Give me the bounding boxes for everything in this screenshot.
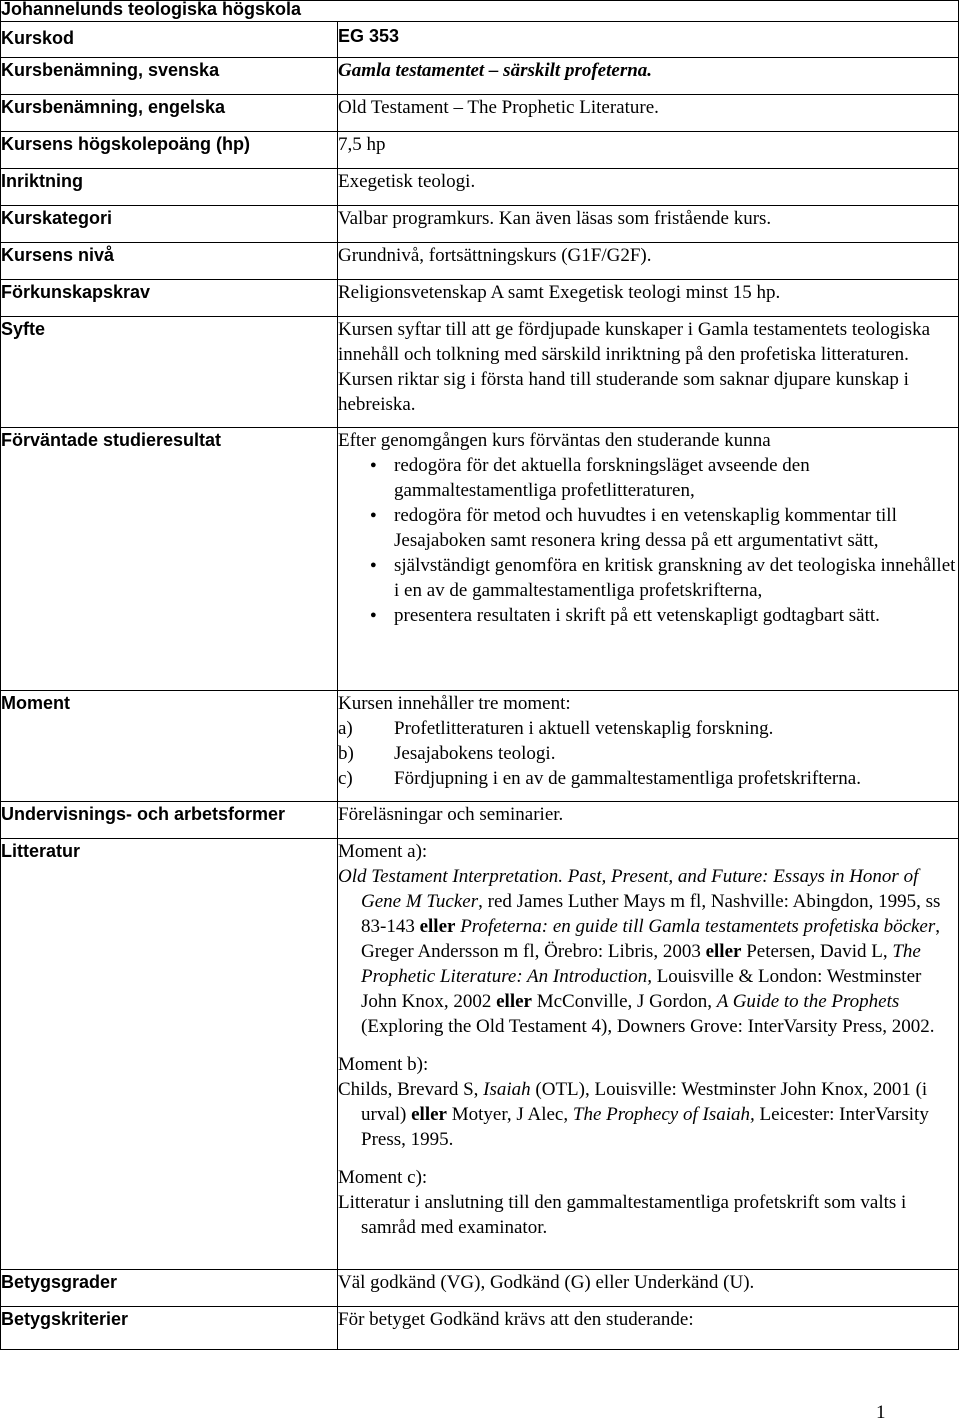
label-forkunskap: Förkunskapskrav [1,282,151,302]
label-kategori: Kurskategori [1,208,113,228]
label-resultat: Förväntade studieresultat [1,430,222,450]
row-betygsgrader [1,1270,959,1307]
value-forkunskap: Religionsvetenskap A samt Exegetisk teologi minst 15 hp. [338,282,781,303]
bullet-icon: ● [370,459,377,471]
list-item: c) Fördjupning i en av de gammaltestamentliga profetskrifterna. [338,768,861,789]
label-hp: Kursens högskolepoäng (hp) [1,134,251,154]
list-item: ● självständigt genomföra en kritisk granskning av det teologiska innehållet i en av de gammaltestamentliga profetskrifterna, [370,555,956,601]
label-niva: Kursens nivå [1,245,115,265]
value-syfte: Kursen syftar till att ge fördjupade kunskaper i Gamla testamentets teologiska innehåll och tolkning med särskild inriktning på den profetiska litteraturen. Kursen riktar sig i första hand till studerande som saknar djupare kunskap i hebreiska. [338,319,930,415]
value-betygsgrader: Väl godkänd (VG), Godkänd (G) eller Underkänd (U). [338,1272,755,1293]
row-moment [1,691,959,802]
label-namn-sv: Kursbenämning, svenska [1,60,220,80]
list-item: b) Jesajabokens teologi. [338,743,556,764]
value-niva: Grundnivå, fortsättningskurs (G1F/G2F). [338,245,652,266]
label-litteratur: Litteratur [1,841,81,861]
label-inriktning: Inriktning [1,171,83,191]
value-kategori: Valbar programkurs. Kan även läsas som fristående kurs. [338,208,772,229]
litteratur-b-heading: Moment b): [338,1054,429,1075]
row-kurskod [1,22,959,58]
list-item: ● redogöra för det aktuella forskningsläget avseende den gammaltestamentliga profetlitteraturen, [370,455,810,501]
row-resultat [1,428,959,691]
institution-title: Johannelunds teologiska högskola [1,0,302,19]
row-namn-sv [1,58,959,95]
label-kurskod: Kurskod [1,28,75,48]
list-item: ● redogöra för metod och huvudtes i en vetenskaplig kommentar till Jesajaboken samt resonera kring dessa på ett argumentativt sätt, [370,505,897,551]
resultat-intro: Efter genomgången kurs förväntas den studerande kunna [338,430,771,451]
value-namn-en: Old Testament – The Prophetic Literature. [338,97,659,118]
row-niva [1,243,959,280]
list-item: a) Profetlitteraturen i aktuell vetenskaplig forskning. [338,718,774,739]
litteratur-a-text: Old Testament Interpretation. Past, Present, and Future: Essays in Honor of Gene M Tucker, red James Luther Mays m fl, Nashville: Abingdon, 1995, ss 83-143 eller Profeterna: en guide till Gamla testamentets profetiska böcker, Greger Andersson m fl, Örebro: Libris, 2003 eller Petersen, David L, The Prophetic Literature: An Introduction, Louisville & London: Westminster John Knox, 2002 eller McConville, J Gordon, A Guide to the Prophets (Exploring the Old Testament 4), Downers Grove: InterVarsity Press, 2002. [338,866,941,1037]
header-row [1,1,959,22]
row-forkunskap [1,280,959,317]
litteratur-a-heading: Moment a): [338,841,428,862]
list-item: ● presentera resultaten i skrift på ett vetenskapligt godtagbart sätt. [370,605,880,626]
row-syfte [1,317,959,428]
moment-list [338,716,958,791]
resultat-list [338,453,958,628]
litteratur-c-heading: Moment c): [338,1167,428,1188]
label-former: Undervisnings- och arbetsformer [1,804,286,824]
value-hp: 7,5 hp [338,134,386,155]
page-number: 1 [876,1402,886,1423]
label-namn-en: Kursbenämning, engelska [1,97,226,117]
row-namn-en [1,95,959,132]
value-inriktning: Exegetisk teologi. [338,171,476,192]
value-namn-sv: Gamla testamentet – särskilt profeterna. [338,60,653,81]
litteratur-b-text: Childs, Brevard S, Isaiah (OTL), Louisville: Westminster John Knox, 2001 (i urval) eller Motyer, J Alec, The Prophecy of Isaiah, Leicester: InterVarsity Press, 1995. [338,1079,929,1150]
label-syfte: Syfte [1,319,46,339]
litteratur-c-text: Litteratur i anslutning till den gammaltestamentliga profetskrift som valts i samråd med examinator. [338,1192,907,1238]
moment-intro: Kursen innehåller tre moment: [338,693,571,714]
row-litteratur [1,839,959,1270]
row-betygskriterier [1,1307,959,1350]
bullet-icon: ● [370,509,377,521]
value-kurskod: EG 353 [338,26,400,46]
label-moment: Moment [1,693,70,713]
label-betygskriterier: Betygskriterier [1,1309,129,1329]
bullet-icon: ● [370,609,377,621]
header-cell [1,1,959,22]
label-betygsgrader: Betygsgrader [1,1272,118,1292]
value-former: Föreläsningar och seminarier. [338,804,564,825]
row-kategori [1,206,959,243]
row-inriktning [1,169,959,206]
value-betygskriterier: För betyget Godkänd krävs att den studerande: [338,1309,694,1330]
row-hp [1,132,959,169]
row-former [1,802,959,839]
bullet-icon: ● [370,559,377,571]
